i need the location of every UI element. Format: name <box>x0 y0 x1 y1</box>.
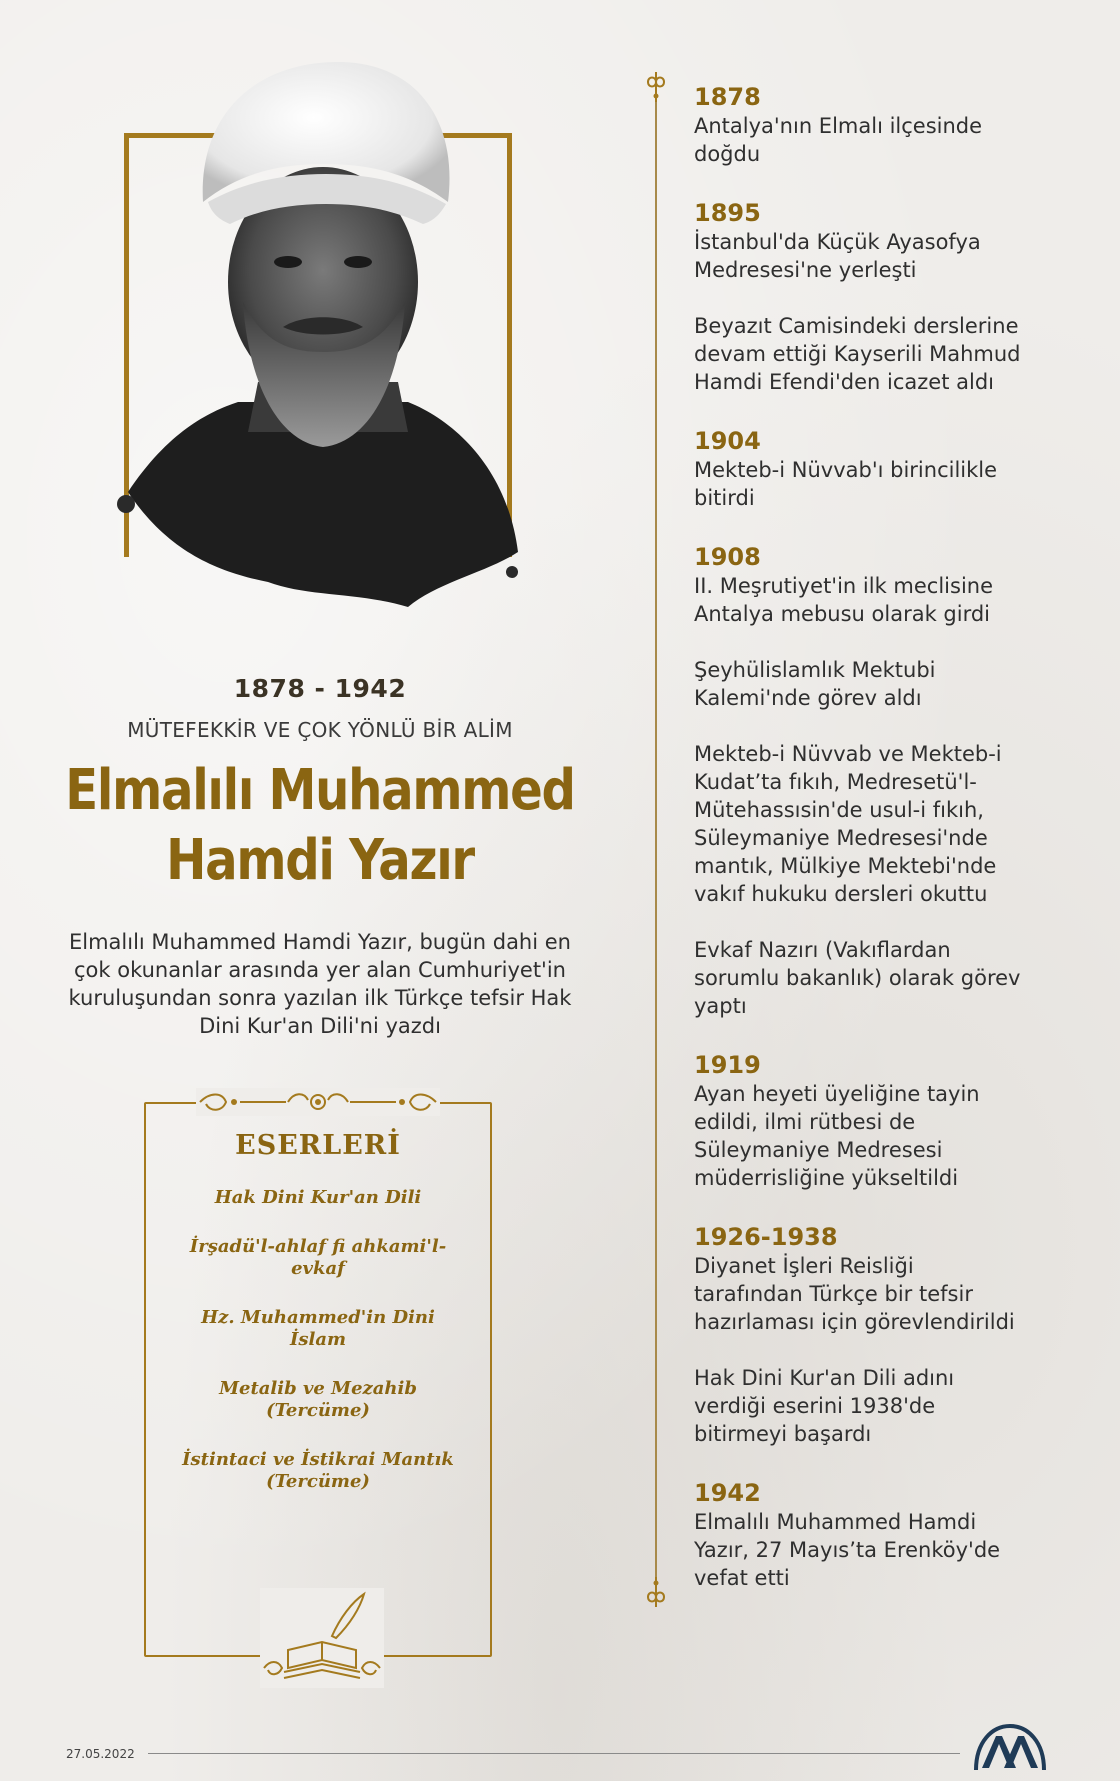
works-list <box>170 1187 466 1520</box>
timeline-event: Antalya'nın Elmalı ilçesinde doğdu <box>694 114 983 166</box>
work-item: Hak Dini Kur'an Dili <box>214 1187 422 1208</box>
timeline-event: II. Meşrutiyet'in ilk meclisine Antalya mebusu olarak girdi <box>694 574 994 626</box>
timeline-entry <box>694 542 1024 1020</box>
timeline-year: 1878 <box>694 83 761 111</box>
timeline-event: Mekteb-i Nüvvab ve Mekteb-i Kudat’ta fıkıh, Medresetü'l-Mütehassısin'de usul-i fıkıh, Süleymaniye Medresesi'nde mantık, Mülkiye Mektebi'nde vakıf hukuku dersleri okuttu <box>694 742 1002 906</box>
timeline-event: Mekteb-i Nüvvab'ı birincilikle bitirdi <box>694 458 998 510</box>
intro-paragraph: Elmalılı Muhammed Hamdi Yazır, bugün dahi en çok okunanlar arasında yer alan Cumhuriyet'in kuruluşundan sonra yazılan ilk Türkçe tefsir Hak Dini Kur'an Dili'ni yazdı <box>68 930 572 1038</box>
subtitle: MÜTEFEKKİR VE ÇOK YÖNLÜ BİR ALİM <box>127 718 513 742</box>
work-item: İrşadü'l-ahlaf fi ahkami'l-evkaf <box>189 1236 447 1279</box>
timeline-entry <box>694 1478 1024 1592</box>
aa-logo-icon <box>970 1720 1050 1774</box>
work-item: Hz. Muhammed'in Dini İslam <box>201 1307 435 1350</box>
timeline-event: Beyazıt Camisindeki derslerine devam ettiği Kayserili Mahmud Hamdi Efendi'den icazet aldı <box>694 314 1021 394</box>
work-item: Metalib ve Mezahib (Tercüme) <box>219 1378 417 1421</box>
timeline-line <box>655 92 657 1592</box>
timeline-entry <box>694 1222 1024 1448</box>
timeline-year: 1908 <box>694 543 761 571</box>
work-item: İstintaci ve İstikrai Mantık (Tercüme) <box>182 1449 454 1492</box>
publish-date: 27.05.2022 <box>66 1747 135 1761</box>
timeline-event: Şeyhülislamlık Mektubi Kalemi'nde görev aldı <box>694 658 936 710</box>
timeline-event: Elmalılı Muhammed Hamdi Yazır, 27 Mayıs’ta Erenköy'de vefat etti <box>694 1510 1001 1590</box>
timeline-year: 1926-1938 <box>694 1223 838 1251</box>
timeline-event: Hak Dini Kur'an Dili adını verdiği eserini 1938'de bitirmeyi başardı <box>694 1366 955 1446</box>
book-quill-icon <box>260 1588 384 1688</box>
timeline-year: 1942 <box>694 1479 761 1507</box>
timeline-entry <box>694 198 1024 396</box>
timeline-year: 1904 <box>694 427 761 455</box>
portrait-photo <box>108 52 528 612</box>
timeline-entry <box>694 82 1024 168</box>
timeline-cap-bottom-icon <box>643 1575 669 1609</box>
timeline <box>694 82 1024 1622</box>
timeline-year: 1895 <box>694 199 761 227</box>
life-years: 1878 - 1942 <box>233 674 407 703</box>
timeline-event: Evkaf Nazırı (Vakıflardan sorumlu bakanlık) olarak görev yaptı <box>694 938 1021 1018</box>
timeline-entry <box>694 426 1024 512</box>
timeline-cap-top-icon <box>643 70 669 104</box>
timeline-event: Ayan heyeti üyeliğine tayin edildi, ilmi rütbesi de Süleymaniye Medresesi müderrisliğine yükseltildi <box>694 1082 980 1190</box>
timeline-event: Diyanet İşleri Reisliği tarafından Türkçe bir tefsir hazırlaması için görevlendirildi <box>694 1254 1015 1334</box>
scroll-ornament-icon <box>196 1088 440 1116</box>
timeline-event: İstanbul'da Küçük Ayasofya Medresesi'ne yerleşti <box>694 230 981 282</box>
title-line-1: Elmalılı Muhammed <box>65 758 575 823</box>
timeline-entry <box>694 1050 1024 1192</box>
title-line-2: Hamdi Yazır <box>166 828 474 893</box>
works-title: ESERLERİ <box>235 1130 401 1161</box>
footer-divider <box>148 1753 960 1754</box>
timeline-year: 1919 <box>694 1051 761 1079</box>
page-title <box>62 756 578 896</box>
